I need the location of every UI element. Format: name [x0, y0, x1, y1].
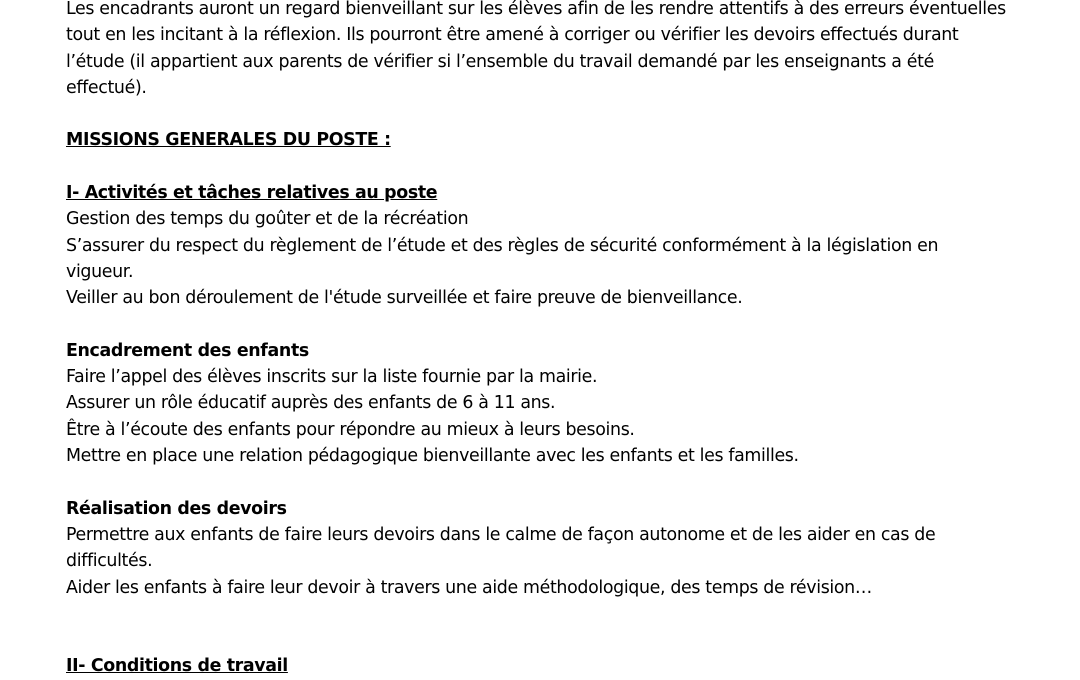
intro-line: Les encadrants auront un regard bienveillant sur les élèves afin de les rendre attentifs à des erreurs éventuelles [66, 0, 1006, 19]
section-activites-heading: I- Activités et tâches relatives au poste [66, 183, 438, 204]
spacer [66, 627, 1026, 653]
section-activites-line: Veiller au bon déroulement de l'étude surveillée et faire preuve de bienveillance. [66, 288, 743, 309]
section-encadrement-heading: Encadrement des enfants [66, 340, 309, 361]
section-encadrement-line: Mettre en place une relation pédagogique bienveillante avec les enfants et les familles. [66, 446, 799, 467]
intro-line: effectué). [66, 77, 147, 98]
spacer [66, 312, 1026, 338]
section-encadrement [66, 338, 1026, 469]
spacer [66, 154, 1026, 180]
missions-heading: MISSIONS GENERALES DU POSTE : [66, 130, 391, 151]
section-devoirs-heading: Réalisation des devoirs [66, 498, 287, 519]
document-page [66, 0, 1026, 680]
spacer [66, 601, 1026, 627]
section-conditions-heading: II- Conditions de travail [66, 656, 288, 677]
section-activites-line: S’assurer du respect du règlement de l’étude et des règles de sécurité conformément à la législation en [66, 235, 939, 256]
spacer [66, 101, 1026, 127]
intro-line: tout en les incitant à la réflexion. Ils pourront être amené à corriger ou vérifier les devoirs effectués durant [66, 25, 959, 46]
section-encadrement-line: Assurer un rôle éducatif auprès des enfants de 6 à 11 ans. [66, 393, 556, 414]
intro-paragraph [66, 0, 1026, 101]
section-devoirs-line: Aider les enfants à faire leur devoir à travers une aide méthodologique, des temps de révision… [66, 577, 872, 598]
section-devoirs-line: difficultés. [66, 551, 153, 572]
section-activites [66, 180, 1026, 311]
section-encadrement-line: Faire l’appel des élèves inscrits sur la liste fournie par la mairie. [66, 367, 598, 388]
section-activites-line: Gestion des temps du goûter et de la récréation [66, 209, 469, 230]
spacer [66, 469, 1026, 495]
section-devoirs [66, 496, 1026, 601]
section-devoirs-line: Permettre aux enfants de faire leurs devoirs dans le calme de façon autonome et de les aider en cas de [66, 524, 936, 545]
section-encadrement-line: Être à l’écoute des enfants pour répondre au mieux à leurs besoins. [66, 419, 635, 440]
intro-line: l’étude (il appartient aux parents de vérifier si l’ensemble du travail demandé par les enseignants a été [66, 51, 934, 72]
section-activites-line: vigueur. [66, 261, 134, 282]
